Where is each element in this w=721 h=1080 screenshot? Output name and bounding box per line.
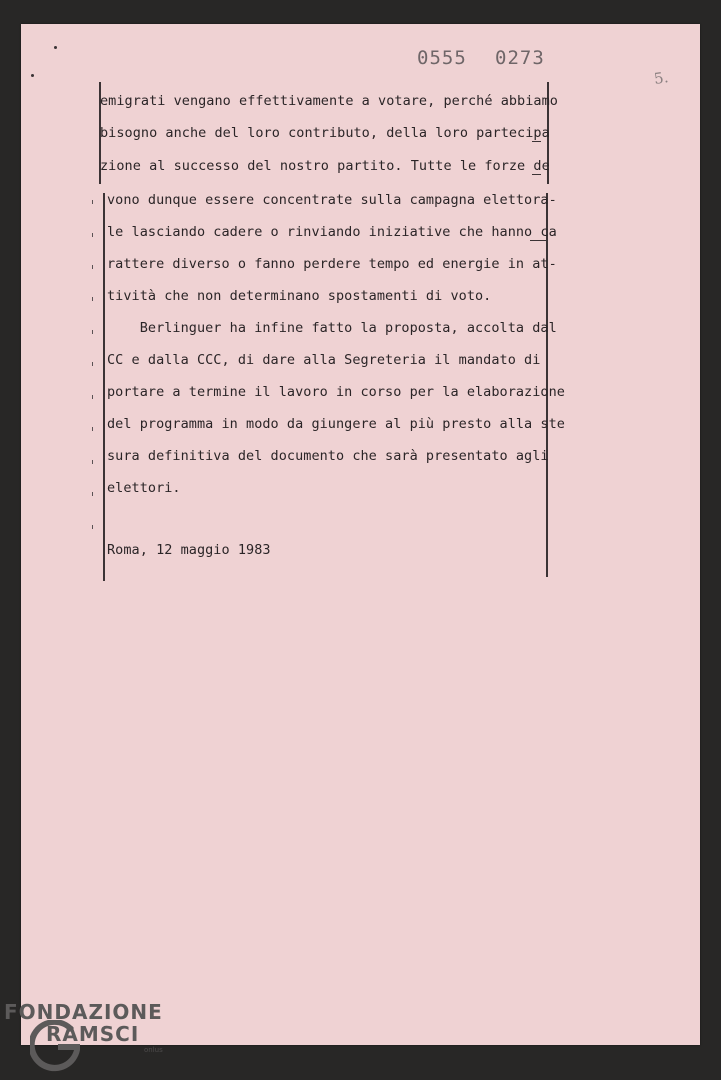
text-line: le lasciando cadere o rinviando iniziative che hanno ca xyxy=(107,224,557,240)
logo-text-top: FONDAZIONE xyxy=(4,1000,163,1024)
margin-tick xyxy=(92,265,93,269)
margin-tick xyxy=(92,460,93,464)
margin-tick xyxy=(92,330,93,334)
document-page xyxy=(21,24,700,1045)
text-line: CC e dalla CCC, di dare alla Segreteria il mandato di xyxy=(107,352,541,368)
text-line: del programma in modo da giungere al più presto alla ste xyxy=(107,416,565,432)
fondazione-gramsci-logo xyxy=(4,1000,184,1075)
margin-tick xyxy=(92,492,93,496)
text-line: rattere diverso o fanno perdere tempo ed energie in at- xyxy=(107,256,557,272)
paragraph-start-line: Berlinguer ha infine fatto la proposta, accolta dal xyxy=(107,320,557,336)
archive-number-right: 0273 xyxy=(495,47,545,69)
text-line: elettori. xyxy=(107,480,181,496)
underline-mark xyxy=(532,141,541,142)
margin-tick xyxy=(92,233,93,237)
date-line: Roma, 12 maggio 1983 xyxy=(107,542,271,558)
speck-dot xyxy=(31,74,34,77)
margin-tick xyxy=(92,297,93,301)
underline-mark xyxy=(530,240,546,241)
margin-tick xyxy=(92,427,93,431)
logo-subtext: onlus xyxy=(144,1046,163,1054)
margin-tick xyxy=(92,362,93,366)
text-line: tività che non determinano spostamenti di voto. xyxy=(107,288,492,304)
text-line: portare a termine il lavoro in corso per la elaborazione xyxy=(107,384,565,400)
margin-tick xyxy=(92,200,93,204)
margin-tick xyxy=(92,525,93,529)
text-line: emigrati vengano effettivamente a votare, perché abbiamo xyxy=(100,93,558,109)
archive-number-left: 0555 xyxy=(417,47,467,69)
left-margin-bar-main xyxy=(103,193,105,581)
text-line: vono dunque essere concentrate sulla campagna elettora- xyxy=(107,192,557,208)
underline-mark xyxy=(532,174,541,175)
margin-tick xyxy=(92,395,93,399)
handwritten-page-number: 5. xyxy=(652,68,670,88)
logo-text-bottom: RAMSCI xyxy=(46,1022,140,1046)
text-line: zione al successo del nostro partito. Tutte le forze de xyxy=(100,158,550,174)
speck-dot xyxy=(54,46,57,49)
text-line: bisogno anche del loro contributo, della loro partecipa xyxy=(100,125,550,141)
text-line: sura definitiva del documento che sarà presentato agli xyxy=(107,448,549,464)
